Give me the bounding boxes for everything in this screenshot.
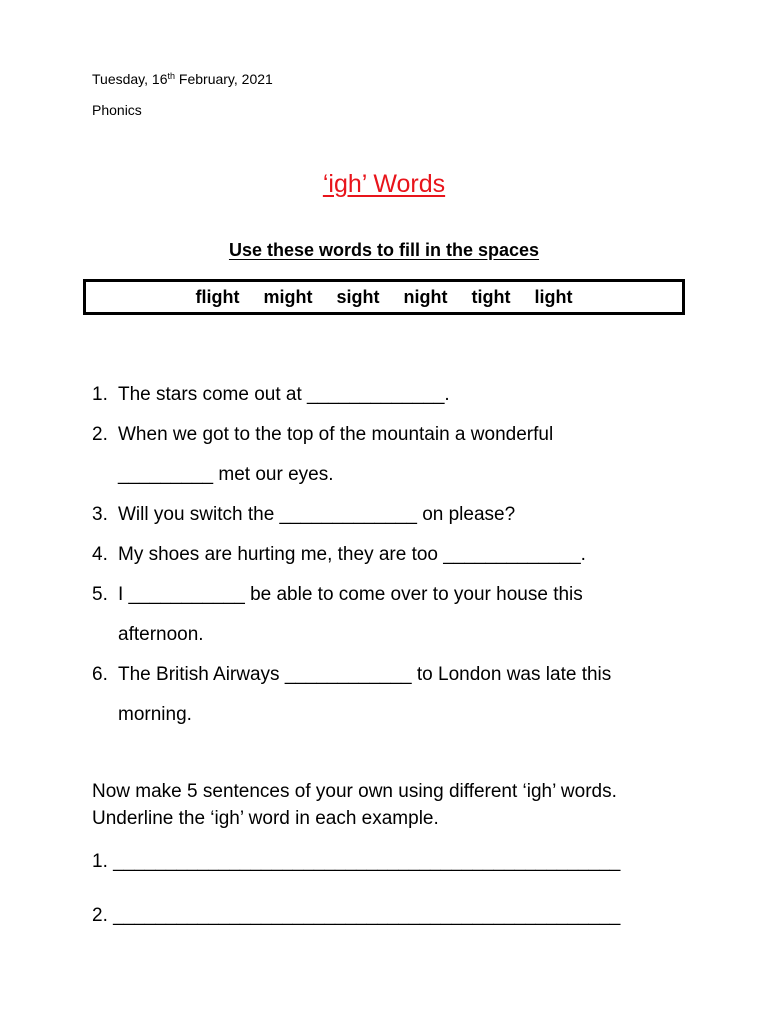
question-text: I ___________ be able to come over to your house this <box>118 584 583 605</box>
question-list <box>92 380 742 740</box>
word-bank-word: light <box>534 286 573 307</box>
word-bank-word: might <box>263 286 313 307</box>
word-bank-box <box>83 279 685 315</box>
question-number: 1. <box>92 384 108 405</box>
question-item <box>92 580 742 620</box>
date-superscript: th <box>167 71 176 81</box>
question-item <box>92 500 742 540</box>
date-prefix: Tuesday, 16 <box>92 71 168 87</box>
word-bank-word: flight <box>195 286 240 307</box>
answer-line: 1. ________________________________________________ <box>92 851 621 872</box>
instruction-text: Use these words to fill in the spaces <box>228 240 540 260</box>
question-number: 6. <box>92 664 108 685</box>
question-continuation: _________ met our eyes. <box>118 464 334 485</box>
question-continuation: afternoon. <box>118 624 204 645</box>
question-number: 4. <box>92 544 108 565</box>
word-bank-word: sight <box>336 286 380 307</box>
title-text: ‘igh’ Words <box>322 170 446 198</box>
answer-line: 2. ________________________________________________ <box>92 905 621 926</box>
subject-label: Phonics <box>92 102 142 118</box>
date-line <box>92 71 273 87</box>
instruction-heading <box>0 240 768 261</box>
date-suffix: February, 2021 <box>175 71 273 87</box>
question-number: 2. <box>92 424 108 445</box>
own-sentences-instruction: Now make 5 sentences of your own using different ‘igh’ words. Underline the ‘igh’ word in each example. <box>92 781 617 829</box>
word-bank-word: night <box>403 286 448 307</box>
question-text: The stars come out at _____________. <box>118 384 450 405</box>
question-text: When we got to the top of the mountain a wonderful <box>118 424 554 445</box>
question-text: The British Airways ____________ to London was late this <box>118 664 612 685</box>
word-bank-word: tight <box>471 286 511 307</box>
question-item <box>92 540 742 580</box>
question-item <box>92 420 742 460</box>
question-text: Will you switch the _____________ on please? <box>118 504 516 525</box>
question-text: My shoes are hurting me, they are too _____________. <box>118 544 586 565</box>
worksheet-title <box>0 170 768 199</box>
question-item <box>92 380 742 420</box>
question-item <box>92 660 742 700</box>
question-continuation: morning. <box>118 704 192 725</box>
question-number: 5. <box>92 584 108 605</box>
question-number: 3. <box>92 504 108 525</box>
